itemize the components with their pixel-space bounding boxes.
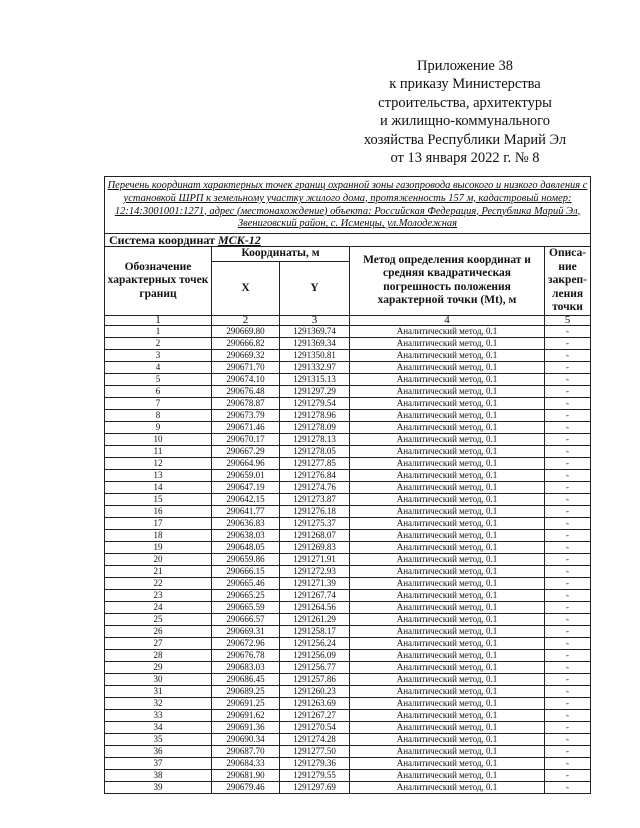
x-coordinate-cell: 290672.96 — [212, 637, 280, 649]
fixation-cell: - — [545, 469, 591, 481]
point-number-cell: 39 — [105, 781, 212, 793]
fixation-cell: - — [545, 601, 591, 613]
table-row — [105, 505, 591, 517]
fixation-cell: - — [545, 769, 591, 781]
y-coordinate-cell: 1291297.69 — [280, 781, 350, 793]
table-row — [105, 493, 591, 505]
table-row — [105, 649, 591, 661]
method-cell: Аналитический метод, 0.1 — [350, 337, 545, 349]
point-number-cell: 25 — [105, 613, 212, 625]
y-coordinate-cell: 1291278.05 — [280, 445, 350, 457]
method-cell: Аналитический метод, 0.1 — [350, 553, 545, 565]
x-coordinate-cell: 290671.70 — [212, 361, 280, 373]
point-number-cell: 24 — [105, 601, 212, 613]
method-cell: Аналитический метод, 0.1 — [350, 709, 545, 721]
method-cell: Аналитический метод, 0.1 — [350, 589, 545, 601]
point-number-cell: 14 — [105, 481, 212, 493]
fixation-cell: - — [545, 757, 591, 769]
fixation-cell: - — [545, 697, 591, 709]
y-coordinate-cell: 1291278.13 — [280, 433, 350, 445]
point-number-cell: 9 — [105, 421, 212, 433]
fixation-cell: - — [545, 445, 591, 457]
coordinate-system-label: Система координат — [109, 233, 215, 247]
table-row — [105, 769, 591, 781]
table-row — [105, 433, 591, 445]
table-row — [105, 373, 591, 385]
x-coordinate-cell: 290664.96 — [212, 457, 280, 469]
table-row — [105, 337, 591, 349]
col-header-x: X — [212, 262, 280, 316]
x-coordinate-cell: 290666.57 — [212, 613, 280, 625]
point-number-cell: 32 — [105, 697, 212, 709]
table-row — [105, 613, 591, 625]
y-coordinate-cell: 1291258.17 — [280, 625, 350, 637]
point-number-cell: 12 — [105, 457, 212, 469]
x-coordinate-cell: 290669.32 — [212, 349, 280, 361]
point-number-cell: 33 — [105, 709, 212, 721]
method-cell: Аналитический метод, 0.1 — [350, 613, 545, 625]
y-coordinate-cell: 1291279.55 — [280, 769, 350, 781]
fixation-cell: - — [545, 625, 591, 637]
method-cell: Аналитический метод, 0.1 — [350, 649, 545, 661]
y-coordinate-cell: 1291261.29 — [280, 613, 350, 625]
method-cell: Аналитический метод, 0.1 — [350, 577, 545, 589]
table-row — [105, 721, 591, 733]
point-number-cell: 30 — [105, 673, 212, 685]
table-row — [105, 589, 591, 601]
fixation-cell: - — [545, 517, 591, 529]
table-row — [105, 469, 591, 481]
x-coordinate-cell: 290665.25 — [212, 589, 280, 601]
table-row — [105, 601, 591, 613]
method-cell: Аналитический метод, 0.1 — [350, 625, 545, 637]
point-number-cell: 19 — [105, 541, 212, 553]
fixation-cell: - — [545, 373, 591, 385]
coordinate-system-cell — [105, 234, 591, 247]
method-cell: Аналитический метод, 0.1 — [350, 769, 545, 781]
method-cell: Аналитический метод, 0.1 — [350, 373, 545, 385]
table-row — [105, 421, 591, 433]
fixation-cell: - — [545, 337, 591, 349]
y-coordinate-cell: 1291256.09 — [280, 649, 350, 661]
fixation-cell: - — [545, 457, 591, 469]
y-coordinate-cell: 1291272.93 — [280, 565, 350, 577]
method-cell: Аналитический метод, 0.1 — [350, 529, 545, 541]
table-row — [105, 361, 591, 373]
fixation-cell: - — [545, 541, 591, 553]
y-coordinate-cell: 1291350.81 — [280, 349, 350, 361]
method-cell: Аналитический метод, 0.1 — [350, 601, 545, 613]
fixation-cell: - — [545, 349, 591, 361]
fixation-cell: - — [545, 673, 591, 685]
method-cell: Аналитический метод, 0.1 — [350, 385, 545, 397]
col-number: 1 — [105, 315, 212, 325]
table-row — [105, 565, 591, 577]
method-cell: Аналитический метод, 0.1 — [350, 697, 545, 709]
y-coordinate-cell: 1291369.34 — [280, 337, 350, 349]
y-coordinate-cell: 1291269.83 — [280, 541, 350, 553]
x-coordinate-cell: 290691.25 — [212, 697, 280, 709]
table-row — [105, 397, 591, 409]
col-header-point: Обозначение характерных точек границ — [105, 247, 212, 316]
point-number-cell: 22 — [105, 577, 212, 589]
point-number-cell: 7 — [105, 397, 212, 409]
fixation-cell: - — [545, 589, 591, 601]
method-cell: Аналитический метод, 0.1 — [350, 721, 545, 733]
table-row — [105, 553, 591, 565]
method-cell: Аналитический метод, 0.1 — [350, 757, 545, 769]
x-coordinate-cell: 290666.15 — [212, 565, 280, 577]
col-header-coords: Координаты, м — [212, 247, 350, 262]
x-coordinate-cell: 290687.70 — [212, 745, 280, 757]
method-cell: Аналитический метод, 0.1 — [350, 433, 545, 445]
col-number: 2 — [212, 315, 280, 325]
method-cell: Аналитический метод, 0.1 — [350, 409, 545, 421]
y-coordinate-cell: 1291274.28 — [280, 733, 350, 745]
fixation-cell: - — [545, 637, 591, 649]
method-cell: Аналитический метод, 0.1 — [350, 361, 545, 373]
method-cell: Аналитический метод, 0.1 — [350, 505, 545, 517]
coordinate-system-code: МСК-12 — [217, 233, 261, 247]
fixation-cell: - — [545, 433, 591, 445]
method-cell: Аналитический метод, 0.1 — [350, 565, 545, 577]
x-coordinate-cell: 290669.80 — [212, 325, 280, 337]
y-coordinate-cell: 1291369.74 — [280, 325, 350, 337]
fixation-cell: - — [545, 409, 591, 421]
table-row — [105, 325, 591, 337]
method-cell: Аналитический метод, 0.1 — [350, 745, 545, 757]
method-cell: Аналитический метод, 0.1 — [350, 421, 545, 433]
table-row — [105, 445, 591, 457]
table-row — [105, 733, 591, 745]
x-coordinate-cell: 290671.46 — [212, 421, 280, 433]
y-coordinate-cell: 1291279.36 — [280, 757, 350, 769]
x-coordinate-cell: 290683.03 — [212, 661, 280, 673]
col-number: 5 — [545, 315, 591, 325]
point-number-cell: 36 — [105, 745, 212, 757]
y-coordinate-cell: 1291270.54 — [280, 721, 350, 733]
col-header-method: Метод определения координат и средняя квадратическая погрешность положения характерной точки (Mt), м — [350, 247, 545, 316]
x-coordinate-cell: 290691.62 — [212, 709, 280, 721]
y-coordinate-cell: 1291275.37 — [280, 517, 350, 529]
x-coordinate-cell: 290667.29 — [212, 445, 280, 457]
y-coordinate-cell: 1291268.07 — [280, 529, 350, 541]
x-coordinate-cell: 290686.45 — [212, 673, 280, 685]
y-coordinate-cell: 1291277.50 — [280, 745, 350, 757]
x-coordinate-cell: 290690.34 — [212, 733, 280, 745]
point-number-cell: 11 — [105, 445, 212, 457]
point-number-cell: 27 — [105, 637, 212, 649]
header-line: и жилищно-коммунального — [379, 113, 551, 130]
col-header-y: Y — [280, 262, 350, 316]
y-coordinate-cell: 1291256.77 — [280, 661, 350, 673]
fixation-cell: - — [545, 721, 591, 733]
y-coordinate-cell: 1291267.74 — [280, 589, 350, 601]
point-number-cell: 5 — [105, 373, 212, 385]
table-row — [105, 745, 591, 757]
x-coordinate-cell: 290665.59 — [212, 601, 280, 613]
method-cell: Аналитический метод, 0.1 — [350, 493, 545, 505]
point-number-cell: 37 — [105, 757, 212, 769]
x-coordinate-cell: 290670.17 — [212, 433, 280, 445]
col-number: 4 — [350, 315, 545, 325]
method-cell: Аналитический метод, 0.1 — [350, 781, 545, 793]
table-row — [105, 661, 591, 673]
fixation-cell: - — [545, 745, 591, 757]
fixation-cell: - — [545, 505, 591, 517]
x-coordinate-cell: 290689.25 — [212, 685, 280, 697]
method-cell: Аналитический метод, 0.1 — [350, 445, 545, 457]
point-number-cell: 28 — [105, 649, 212, 661]
header-line: от 13 января 2022 г. № 8 — [390, 150, 540, 167]
method-cell: Аналитический метод, 0.1 — [350, 349, 545, 361]
point-number-cell: 6 — [105, 385, 212, 397]
x-coordinate-cell: 290636.83 — [212, 517, 280, 529]
fixation-cell: - — [545, 397, 591, 409]
appendix-header — [360, 57, 570, 167]
header-line: к приказу Министерства — [389, 76, 541, 93]
fixation-cell: - — [545, 529, 591, 541]
method-cell: Аналитический метод, 0.1 — [350, 541, 545, 553]
x-coordinate-cell: 290673.79 — [212, 409, 280, 421]
y-coordinate-cell: 1291278.09 — [280, 421, 350, 433]
table-row — [105, 349, 591, 361]
y-coordinate-cell: 1291256.24 — [280, 637, 350, 649]
point-number-cell: 31 — [105, 685, 212, 697]
x-coordinate-cell: 290659.86 — [212, 553, 280, 565]
table-row — [105, 697, 591, 709]
x-coordinate-cell: 290669.31 — [212, 625, 280, 637]
method-cell: Аналитический метод, 0.1 — [350, 457, 545, 469]
table-row — [105, 481, 591, 493]
fixation-cell: - — [545, 613, 591, 625]
point-number-cell: 35 — [105, 733, 212, 745]
method-cell: Аналитический метод, 0.1 — [350, 517, 545, 529]
point-number-cell: 23 — [105, 589, 212, 601]
x-coordinate-cell: 290676.78 — [212, 649, 280, 661]
method-cell: Аналитический метод, 0.1 — [350, 325, 545, 337]
method-cell: Аналитический метод, 0.1 — [350, 673, 545, 685]
point-number-cell: 8 — [105, 409, 212, 421]
y-coordinate-cell: 1291267.27 — [280, 709, 350, 721]
y-coordinate-cell: 1291263.69 — [280, 697, 350, 709]
x-coordinate-cell: 290666.82 — [212, 337, 280, 349]
point-number-cell: 1 — [105, 325, 212, 337]
y-coordinate-cell: 1291271.39 — [280, 577, 350, 589]
method-cell: Аналитический метод, 0.1 — [350, 733, 545, 745]
method-cell: Аналитический метод, 0.1 — [350, 661, 545, 673]
point-number-cell: 21 — [105, 565, 212, 577]
point-number-cell: 3 — [105, 349, 212, 361]
x-coordinate-cell: 290638.03 — [212, 529, 280, 541]
method-cell: Аналитический метод, 0.1 — [350, 469, 545, 481]
fixation-cell: - — [545, 649, 591, 661]
table-row — [105, 673, 591, 685]
table-row — [105, 517, 591, 529]
fixation-cell: - — [545, 733, 591, 745]
y-coordinate-cell: 1291315.13 — [280, 373, 350, 385]
fixation-cell: - — [545, 481, 591, 493]
x-coordinate-cell: 290647.19 — [212, 481, 280, 493]
point-number-cell: 17 — [105, 517, 212, 529]
y-coordinate-cell: 1291277.85 — [280, 457, 350, 469]
header-line: Приложение 38 — [417, 58, 513, 74]
fixation-cell: - — [545, 493, 591, 505]
table-row — [105, 757, 591, 769]
method-cell: Аналитический метод, 0.1 — [350, 397, 545, 409]
x-coordinate-cell: 290674.10 — [212, 373, 280, 385]
y-coordinate-cell: 1291276.84 — [280, 469, 350, 481]
x-coordinate-cell: 290641.77 — [212, 505, 280, 517]
point-number-cell: 13 — [105, 469, 212, 481]
x-coordinate-cell: 290648.05 — [212, 541, 280, 553]
method-cell: Аналитический метод, 0.1 — [350, 481, 545, 493]
table-row — [105, 625, 591, 637]
y-coordinate-cell: 1291260.23 — [280, 685, 350, 697]
y-coordinate-cell: 1291273.87 — [280, 493, 350, 505]
method-cell: Аналитический метод, 0.1 — [350, 685, 545, 697]
y-coordinate-cell: 1291274.76 — [280, 481, 350, 493]
point-number-cell: 10 — [105, 433, 212, 445]
fixation-cell: - — [545, 661, 591, 673]
x-coordinate-cell: 290679.46 — [212, 781, 280, 793]
table-row — [105, 709, 591, 721]
table-row — [105, 529, 591, 541]
y-coordinate-cell: 1291278.96 — [280, 409, 350, 421]
point-number-cell: 15 — [105, 493, 212, 505]
table-row — [105, 457, 591, 469]
x-coordinate-cell: 290665.46 — [212, 577, 280, 589]
x-coordinate-cell: 290684.33 — [212, 757, 280, 769]
point-number-cell: 2 — [105, 337, 212, 349]
point-number-cell: 38 — [105, 769, 212, 781]
y-coordinate-cell: 1291332.97 — [280, 361, 350, 373]
x-coordinate-cell: 290678.87 — [212, 397, 280, 409]
fixation-cell: - — [545, 385, 591, 397]
fixation-cell: - — [545, 781, 591, 793]
method-cell: Аналитический метод, 0.1 — [350, 637, 545, 649]
table-row — [105, 685, 591, 697]
table-row — [105, 637, 591, 649]
col-number: 3 — [280, 315, 350, 325]
y-coordinate-cell: 1291264.56 — [280, 601, 350, 613]
point-number-cell: 20 — [105, 553, 212, 565]
table-row — [105, 577, 591, 589]
y-coordinate-cell: 1291257.86 — [280, 673, 350, 685]
x-coordinate-cell: 290659.01 — [212, 469, 280, 481]
table-row — [105, 541, 591, 553]
point-number-cell: 4 — [105, 361, 212, 373]
table-row — [105, 781, 591, 793]
point-number-cell: 18 — [105, 529, 212, 541]
y-coordinate-cell: 1291271.91 — [280, 553, 350, 565]
coordinates-table — [104, 176, 591, 794]
table-title-cell — [105, 177, 591, 234]
fixation-cell: - — [545, 577, 591, 589]
point-number-cell: 34 — [105, 721, 212, 733]
fixation-cell: - — [545, 685, 591, 697]
fixation-cell: - — [545, 709, 591, 721]
fixation-cell: - — [545, 361, 591, 373]
table-row — [105, 385, 591, 397]
x-coordinate-cell: 290681.90 — [212, 769, 280, 781]
fixation-cell: - — [545, 565, 591, 577]
y-coordinate-cell: 1291276.18 — [280, 505, 350, 517]
x-coordinate-cell: 290676.48 — [212, 385, 280, 397]
point-number-cell: 29 — [105, 661, 212, 673]
table-title: Перечень координат характерных точек границ охранной зоны газопровода высокого и низкого давления с установкой ШРП к земельному участку жилого дома, протяженность 157 м, кадастровый номер: 12:14:3001001:1271, адрес (местонахождение) объекта: Российская Федерация, Республика Марий Эл, Звениговский район, с. Исменцы, ул.Молодежная — [107, 179, 588, 230]
y-coordinate-cell: 1291297.29 — [280, 385, 350, 397]
table-row — [105, 409, 591, 421]
x-coordinate-cell: 290642.15 — [212, 493, 280, 505]
header-line: хозяйства Республики Марий Эл — [363, 131, 567, 148]
point-number-cell: 16 — [105, 505, 212, 517]
fixation-cell: - — [545, 553, 591, 565]
header-line: строительства, архитектуры — [378, 94, 552, 111]
col-header-fix: Описа-ние закреп-ления точки — [545, 247, 591, 316]
fixation-cell: - — [545, 421, 591, 433]
y-coordinate-cell: 1291279.54 — [280, 397, 350, 409]
fixation-cell: - — [545, 325, 591, 337]
point-number-cell: 26 — [105, 625, 212, 637]
x-coordinate-cell: 290691.36 — [212, 721, 280, 733]
